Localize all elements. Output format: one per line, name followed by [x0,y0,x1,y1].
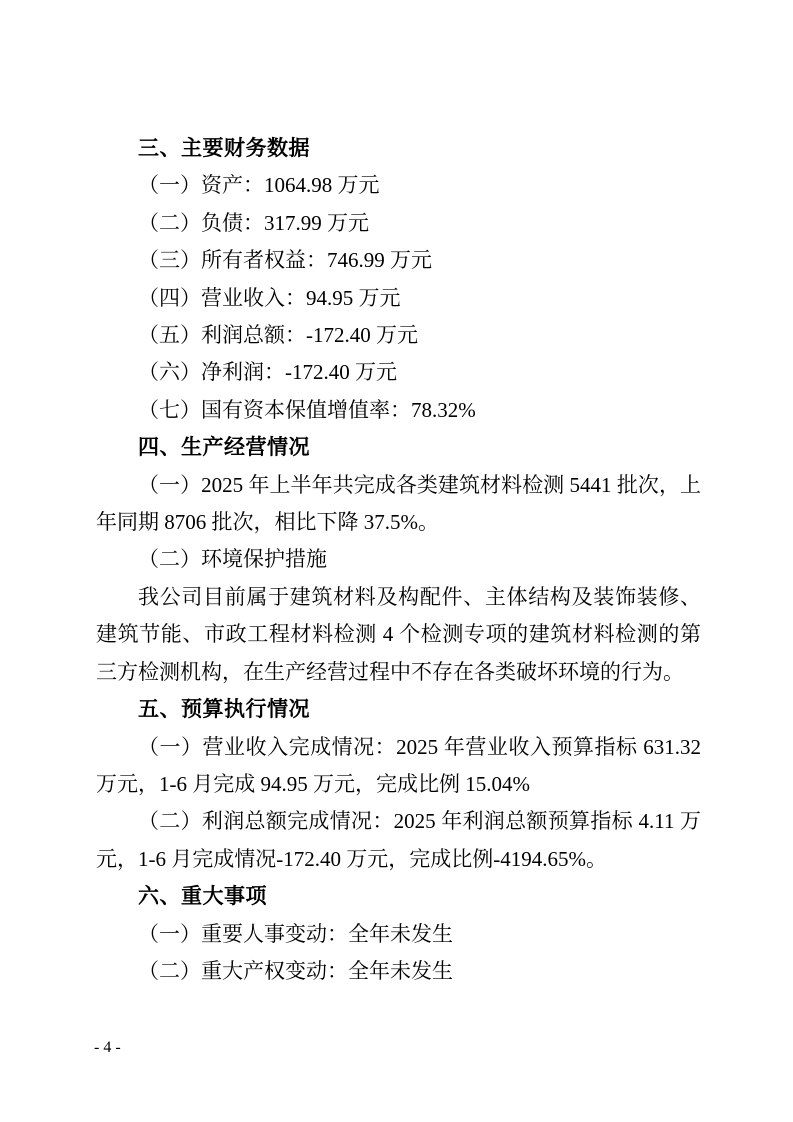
item-capital-preservation-rate: （七）国有资本保值增值率：78.32% [138,397,476,422]
section-heading-finance: 三、主要财务数据 [138,137,310,160]
para-revenue-completion: （一）营业收入完成情况：2025 年营业收入预算指标 631.32 万元，1-6 月完成 94.95 万元，完成比例 15.04% [96,734,701,796]
section-heading-major-events: 六、重大事项 [138,885,267,909]
item-personnel-changes: （一）重要人事变动：全年未发生 [138,921,453,946]
para-profit-completion: （二）利润总额完成情况：2025 年利润总额预算指标 4.11 万元，1-6 月完成情况-172.40 万元，完成比例-4194.65%。 [96,809,701,871]
item-operating-revenue: （四）营业收入：94.95 万元 [138,285,401,310]
section-heading-operations: 四、生产经营情况 [138,436,310,460]
section-heading-budget: 五、预算执行情况 [138,698,310,722]
item-owners-equity: （三）所有者权益：746.99 万元 [138,248,432,273]
item-total-profit: （五）利润总额：-172.40 万元 [138,323,418,348]
para-environment-detail: 我公司目前属于建筑材料及构配件、主体结构及装饰装修、建筑节能、市政工程材料检测 4 个检测专项的建筑材料检测的第三方检测机构，在生产经营过程中不存在各类破坏环境的行为。 [96,584,701,684]
document-body [96,130,701,990]
para-testing-volume: （一）2025 年上半年共完成各类建筑材料检测 5441 批次，上年同期 8706 批次，相比下降 37.5%。 [96,472,701,535]
item-property-changes: （二）重大产权变动：全年未发生 [138,958,453,983]
item-net-profit: （六）净利润：-172.40 万元 [138,360,397,385]
page-number: - 4 - [94,1039,121,1056]
item-liabilities: （二）负债：317.99 万元 [138,210,369,235]
item-assets: （一）资产：1064.98 万元 [138,173,380,198]
item-environment-measures: （二）环境保护措施 [138,547,327,572]
